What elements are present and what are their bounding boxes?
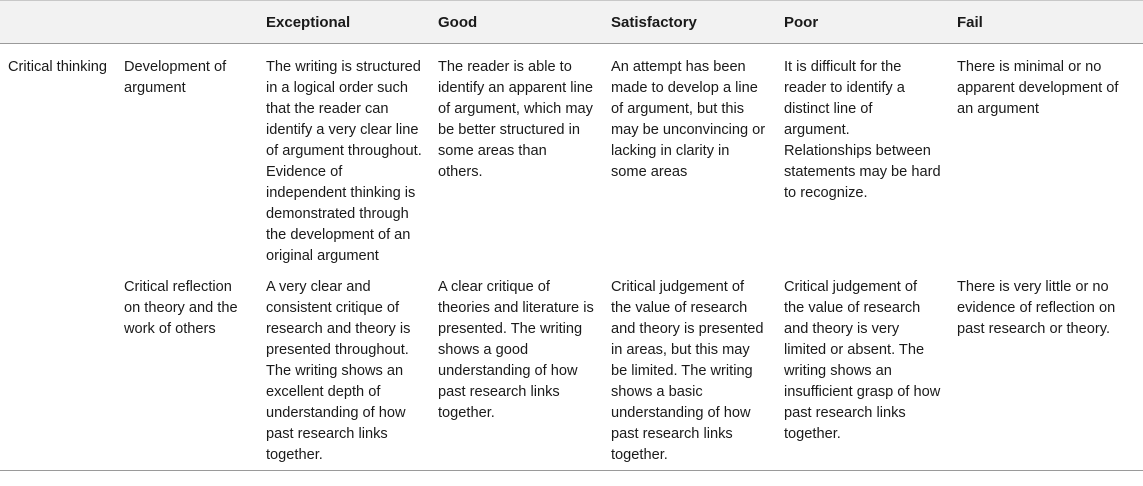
- cell-category: Critical thinking: [8, 59, 107, 75]
- cell-satisfactory: Critical judgement of the value of research and theory is presented in areas, but this may be limited. The writing shows a basic understanding of how past research links together.: [603, 273, 776, 471]
- header-exceptional: Exceptional: [258, 1, 430, 44]
- rubric-header: [0, 1, 1143, 44]
- cell-criterion: Critical reflection on theory and the work of others: [116, 273, 258, 471]
- rubric-body: [0, 44, 1143, 471]
- header-row: [0, 1, 1143, 44]
- table-row: [0, 44, 1143, 274]
- cell-criterion: Development of argument: [124, 59, 227, 96]
- cell-satisfactory: An attempt has been made to develop a line of argument, but this may be unconvincing or lacking in clarity in some areas: [611, 59, 766, 180]
- cell-good: The reader is able to identify an apparent line of argument, which may be better structured in some areas than others.: [438, 59, 593, 180]
- header-poor: Poor: [776, 1, 949, 44]
- cell-exceptional: A very clear and consistent critique of research and theory is presented throughout. The writing shows an excellent depth of understanding of how past research links together.: [258, 273, 430, 471]
- cell-poor: It is difficult for the reader to identify a distinct line of argument. Relationships between statements may be hard to recognize.: [784, 59, 941, 201]
- table-row: [0, 273, 1143, 471]
- header-satisfactory: Satisfactory: [603, 1, 776, 44]
- cell-poor: Critical judgement of the value of research and theory is very limited or absent. The writing shows an insufficient grasp of how past research links together.: [776, 273, 949, 471]
- cell-category: [0, 273, 116, 471]
- cell-good: A clear critique of theories and literature is presented. The writing shows a good understanding of how past research links together.: [430, 273, 603, 471]
- cell-fail: There is very little or no evidence of reflection on past research or theory.: [949, 273, 1143, 471]
- header-criterion: [116, 1, 258, 44]
- header-category: [0, 1, 116, 44]
- cell-fail: There is minimal or no apparent development of an argument: [957, 59, 1119, 117]
- cell-exceptional: The writing is structured in a logical order such that the reader can identify a very clear line of argument throughout. Evidence of independent thinking is demonstrated through the development of an original argument: [266, 59, 422, 264]
- header-good: Good: [430, 1, 603, 44]
- header-fail: Fail: [949, 1, 1143, 44]
